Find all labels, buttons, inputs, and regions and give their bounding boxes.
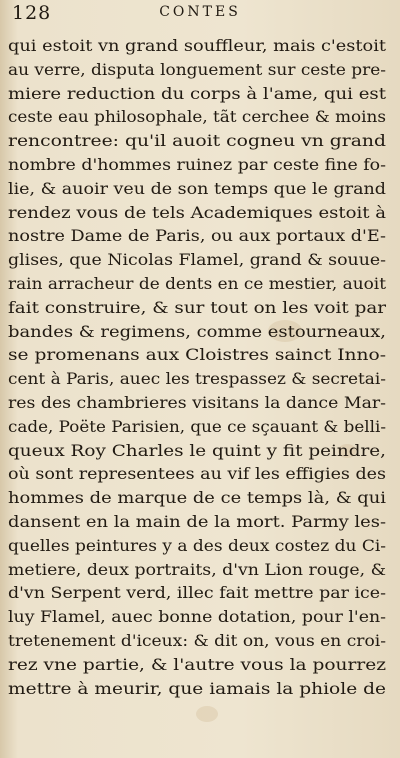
text-line: se promenans aux Cloistres sainct Inno- (8, 345, 386, 365)
text-line: rez vne partie, & l'autre vous la pourrez (8, 654, 386, 674)
text-line: queux Roy Charles le quint y fit peindre, (8, 440, 386, 460)
text-line: cade, Poëte Parisien, que ce sçauant & belli- (8, 416, 386, 436)
text-line: rencontree: qu'il auoit cogneu vn grand (8, 131, 387, 151)
text-line: res des chambrieres visitans la dance Mar- (8, 392, 386, 412)
text-line: au verre, disputa longuement sur ceste pre- (8, 59, 386, 79)
text-line: mettre à meurir, que iamais la phiole de (8, 678, 386, 698)
text-line: rain arracheur de dents en ce mestier, auoit (8, 273, 386, 293)
text-line: qui estoit vn grand souffleur, mais c'estoit (8, 36, 386, 55)
text-line: metiere, deux portraits, d'vn Lion rouge, & (8, 559, 386, 579)
text-line: miere reduction du corps à l'ame, qui est (8, 83, 386, 103)
text-line: fait construire, & sur tout on les voit par (8, 297, 386, 317)
text-line: d'vn Serpent verd, illec fait mettre par ice- (8, 583, 386, 603)
text-line: hommes de marque de ce temps là, & qui (8, 488, 386, 508)
text-line: rendez vous de tels Academiques estoit à (8, 202, 386, 222)
text-line: nostre Dame de Paris, ou aux portaux d'E- (8, 226, 387, 246)
paper-stain (196, 706, 218, 722)
text-line: nombre d'hommes ruinez par ceste fine fo- (8, 154, 386, 174)
text-line: luy Flamel, auec bonne dotation, pour l'en- (8, 607, 386, 627)
text-line: ceste eau philosophale, tãt cerchee & moins (8, 107, 386, 127)
text-line: glises, que Nicolas Flamel, grand & souue- (8, 250, 386, 270)
text-line: dansent en la main de la mort. Parmy les- (8, 511, 386, 531)
text-line: quelles peintures y a des deux costez du Ci- (8, 535, 386, 555)
running-head: CONTES (159, 4, 241, 20)
text-line: où sont representees au vif les effigies des (8, 464, 386, 484)
text-line: cent à Paris, auec les trespassez & secretai- (8, 369, 386, 389)
body-text (8, 34, 386, 700)
text-line: tretenement d'iceux: & dit on, vous en croi- (8, 630, 387, 650)
page-header (8, 0, 392, 24)
text-line: lie, & auoir veu de son temps que le grand (8, 178, 386, 198)
text-line: bandes & regimens, comme estourneaux, (8, 321, 386, 341)
page-number: 128 (12, 2, 52, 24)
